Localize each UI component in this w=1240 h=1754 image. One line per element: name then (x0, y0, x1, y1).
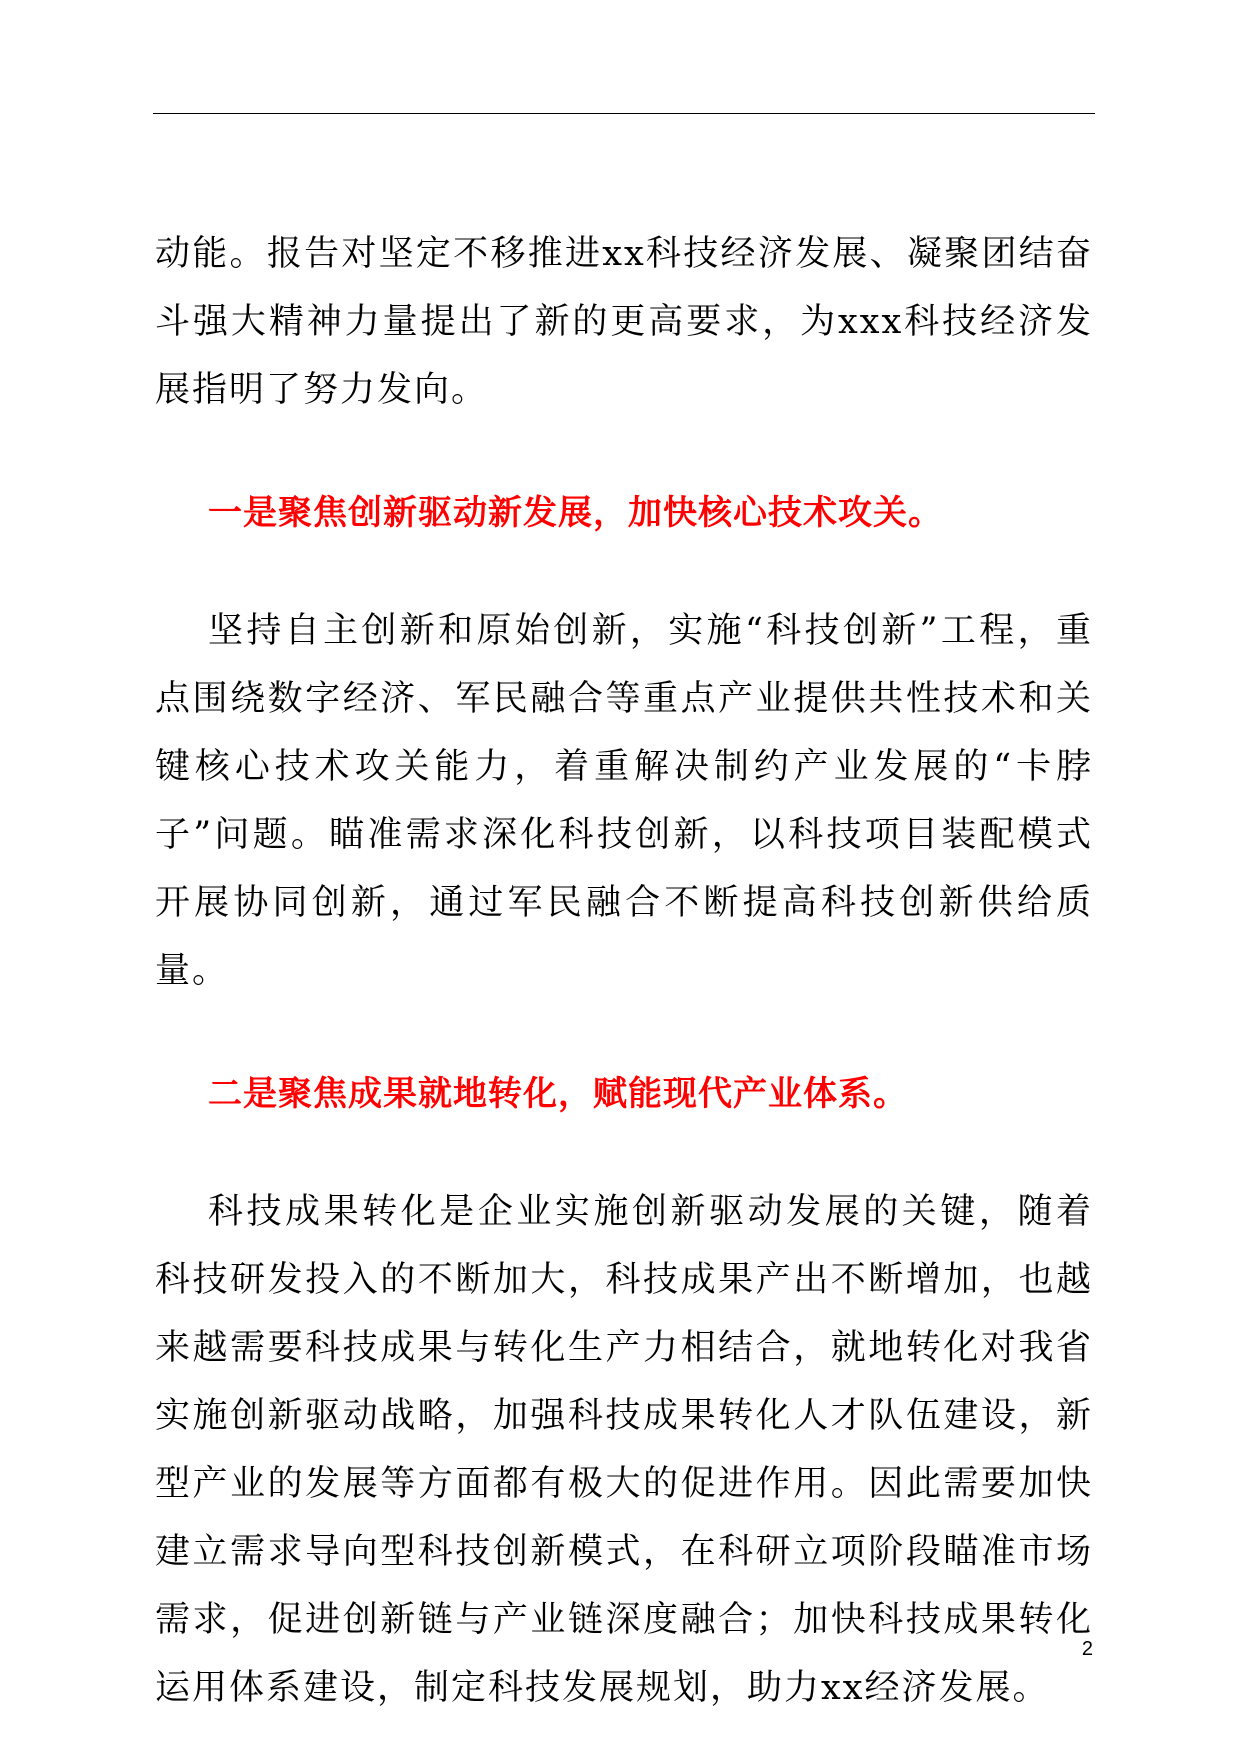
paragraph-gap (155, 1128, 1093, 1178)
paragraph-continuation: 动能。报告对坚定不移推进xx科技经济发展、凝聚团结奋斗强大精神力量提出了新的更高要求，为xxx科技经济发展指明了努力发向。 (155, 234, 1093, 410)
paragraph-innovation: 坚持自主创新和原始创新，实施“科技创新”工程，重点围绕数字经济、军民融合等重点产业提供共性技术和关键核心技术攻关能力，着重解决制约产业发展的“卡脖子”问题。瞄准需求深化科技创新，以科技项目装配模式开展协同创新，通过军民融合不断提高科技创新供给质量。 (155, 611, 1093, 991)
paragraph-gap (155, 1005, 1093, 1060)
document-body (155, 220, 1093, 1722)
page-number: 2 (1081, 1638, 1093, 1660)
header-rule (153, 113, 1095, 114)
paragraph-gap (155, 424, 1093, 479)
paragraph-transformation: 科技成果转化是企业实施创新驱动发展的关键，随着科技研发投入的不断加大，科技成果产出不断增加，也越来越需要科技成果与转化生产力相结合，就地转化对我省实施创新驱动战略，加强科技成果转化人才队伍建设，新型产业的发展等方面都有极大的促进作用。因此需要加快建立需求导向型科技创新模式，在科研立项阶段瞄准市场需求，促进创新链与产业链深度融合；加快科技成果转化运用体系建设，制定科技发展规划，助力xx经济发展。 (155, 1192, 1093, 1708)
section-heading-1: 一是聚焦创新驱动新发展，加快核心技术攻关。 (208, 493, 943, 533)
paragraph-gap (155, 547, 1093, 597)
section-heading-2: 二是聚焦成果就地转化，赋能现代产业体系。 (208, 1074, 908, 1114)
